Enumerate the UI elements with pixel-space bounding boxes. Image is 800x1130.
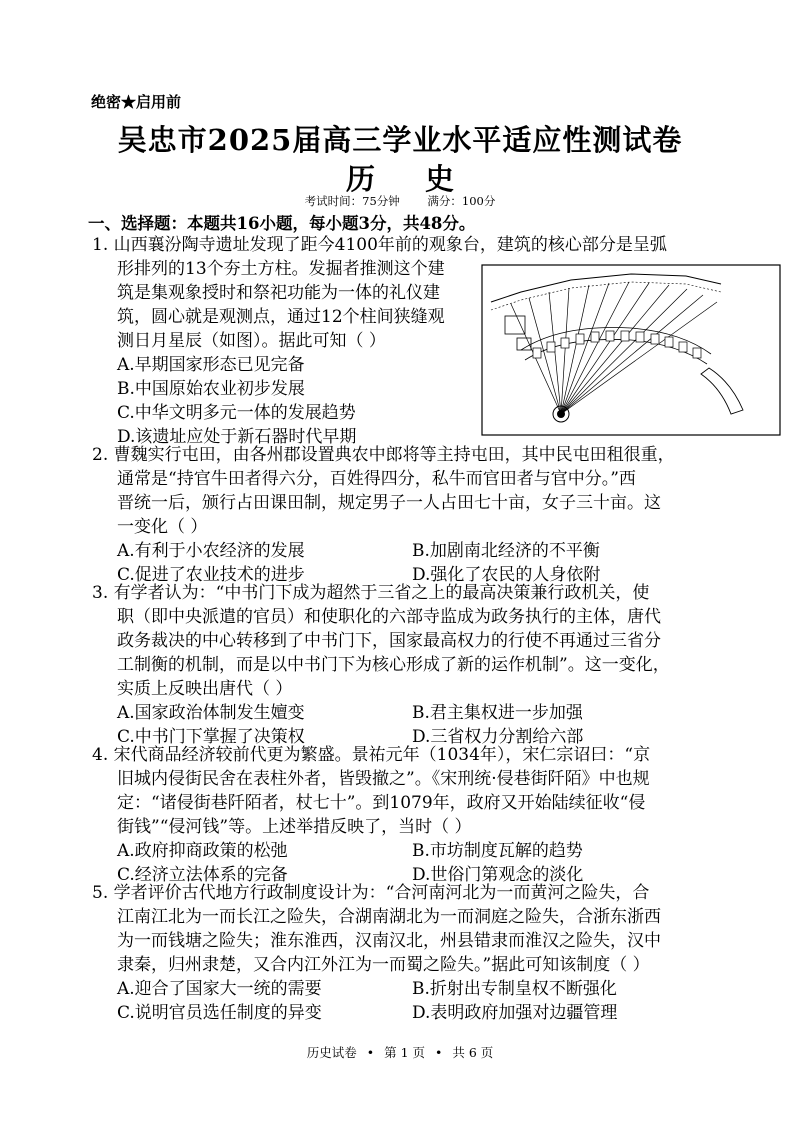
option-d[interactable]: D.三省权力分割给六部	[412, 727, 584, 747]
question-line: 一变化（ ）	[117, 517, 208, 537]
question-line: 测日月星辰（如图）。据此可知（ ）	[117, 331, 386, 351]
question-line: 形排列的13个夯土方柱。发掘者推测这个建	[117, 259, 445, 279]
question-line: 政务裁决的中心转移到了中书门下，国家最高权力的行使不再通过三省分	[117, 631, 661, 651]
question-line: 工制衡的机制，而是以中书门下为核心形成了新的运作机制”。这一变化，	[117, 655, 670, 675]
question-line: 定：“诸侵街巷阡陌者，杖七十”。到1079年，政府又开始陆续征收“侵	[117, 793, 646, 813]
option-a[interactable]: A.有利于小农经济的发展	[117, 541, 305, 561]
question-line: 旧城内侵街民舍在表柱外者，皆毁撤之”。《宋刑统·侵巷街阡陌》中也规	[117, 769, 650, 789]
option-b[interactable]: B.中国原始农业初步发展	[117, 379, 305, 399]
option-c[interactable]: C.说明官员选任制度的异变	[117, 1003, 322, 1023]
question-line: 晋统一后，颁行占田课田制，规定男子一人占田七十亩，女子三十亩。这	[117, 493, 661, 513]
option-c[interactable]: C.中华文明多元一体的发展趋势	[117, 403, 356, 423]
option-b[interactable]: B.折射出专制皇权不断强化	[412, 979, 617, 999]
section-heading: 一、选择题：本题共16小题，每小题3分，共48分。	[88, 214, 476, 233]
question-line: 4. 宋代商品经济较前代更为繁盛。景祐元年（1034年），宋仁宗诏曰：“京	[92, 745, 651, 765]
exam-title: 吴忠市2025届高三学业水平适应性测试卷	[117, 123, 683, 157]
question-line: 江南江北为一而长江之险失，合湖南湖北为一而洞庭之险失，合浙东浙西	[117, 907, 661, 927]
footer-total: 共 6 页	[452, 1045, 494, 1060]
option-d[interactable]: D.强化了农民的人身依附	[412, 565, 601, 585]
page-footer: 历史试卷 • 第 1 页 • 共 6 页	[306, 1045, 494, 1060]
question-line: 实质上反映出唐代（ ）	[117, 679, 293, 699]
observatory-diagram	[481, 264, 781, 436]
question-line: 2. 曹魏实行屯田，由各州郡设置典农中郎将等主持屯田，其中民屯田租很重，	[92, 445, 675, 465]
exam-score: 满分：100分	[427, 194, 496, 208]
question-line: 3. 有学者认为：“中书门下成为超然于三省之上的最高决策兼行政机关，使	[92, 583, 650, 603]
option-b[interactable]: B.加剧南北经济的不平衡	[412, 541, 600, 561]
option-d[interactable]: D.该遗址应处于新石器时代早期	[117, 427, 357, 447]
confidential-label: 绝密★启用前	[91, 93, 182, 111]
question-line: 为一而钱塘之险失；淮东淮西，汉南汉北，州县错隶而淮汉之险失，汉中	[117, 931, 661, 951]
option-a[interactable]: A.国家政治体制发生嬗变	[117, 703, 305, 723]
subject-title: 历 史	[345, 162, 475, 196]
footer-subject: 历史试卷	[306, 1045, 357, 1060]
question-line: 职（即中央派遣的官员）和使职化的六部寺监成为政务执行的主体，唐代	[117, 607, 661, 627]
question-line: 隶秦，归州隶楚，又合内江外江为一而蜀之险失。”据此可知该制度（ ）	[117, 955, 650, 975]
option-c[interactable]: C.促进了农业技术的进步	[117, 565, 305, 585]
option-a[interactable]: A.早期国家形态已见完备	[117, 355, 305, 375]
question-line: 街钱”“侵河钱”等。上述举措反映了，当时（ ）	[117, 817, 472, 837]
exam-time: 考试时间：75分钟	[304, 194, 400, 208]
option-b[interactable]: B.市坊制度瓦解的趋势	[412, 841, 583, 861]
option-c[interactable]: C.经济立法体系的完备	[117, 865, 288, 885]
question-line: 5. 学者评价古代地方行政制度设计为：“合河南河北为一而黄河之险失，合	[92, 883, 650, 903]
question-line: 筑是集观象授时和祭祀功能为一体的礼仪建	[117, 283, 440, 303]
option-a[interactable]: A.政府抑商政策的松弛	[117, 841, 288, 861]
option-c[interactable]: C.中书门下掌握了决策权	[117, 727, 305, 747]
option-d[interactable]: D.世俗门第观念的淡化	[412, 865, 584, 885]
question-line: 筑，圆心就是观测点，通过12个柱间狭缝观	[117, 307, 445, 327]
exam-meta	[0, 193, 800, 209]
question-line: 通常是“持官牛田者得六分，百姓得四分，私牛而官田者与官中分。”西	[117, 469, 636, 489]
option-d[interactable]: D.表明政府加强对边疆管理	[412, 1003, 618, 1023]
option-a[interactable]: A.迎合了国家大一统的需要	[117, 979, 322, 999]
footer-page: 第 1 页	[384, 1045, 425, 1060]
question-line: 1. 山西襄汾陶寺遗址发现了距今4100年前的观象台，建筑的核心部分是呈弧	[92, 235, 667, 255]
option-b[interactable]: B.君主集权进一步加强	[412, 703, 583, 723]
